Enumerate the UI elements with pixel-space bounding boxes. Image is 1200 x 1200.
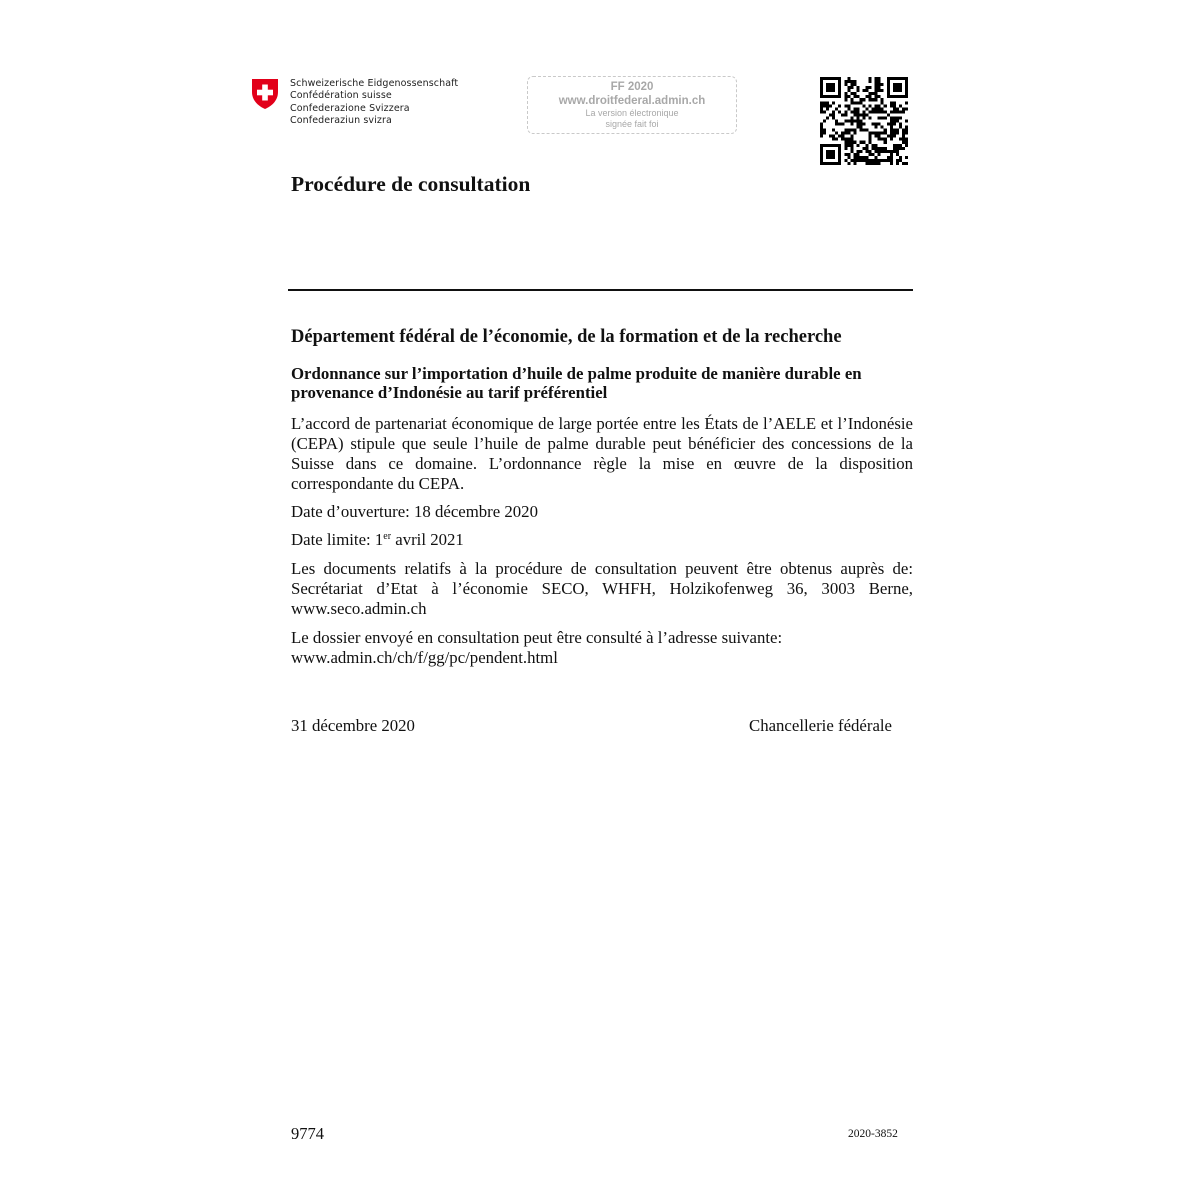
stamp-note-line2: signée fait foi <box>605 119 659 129</box>
confederation-name-it: Confederazione Svizzera <box>290 102 410 114</box>
confederation-name-de: Schweizerische Eidgenossenschaft <box>290 78 459 89</box>
page-number: 9774 <box>291 1124 324 1143</box>
confederation-name-rm: Confederaziun svizra <box>290 114 392 126</box>
deadline <box>291 530 913 550</box>
document-reference: 2020-3852 <box>848 1128 898 1140</box>
title-divider <box>288 289 913 291</box>
deadline-prefix: Date limite: 1 <box>291 530 384 549</box>
ordinance-title: Ordonnance sur l’importation d’huile de palme produite de manière durable en provenance d’Indonésie au tarif préférentiel <box>291 364 862 402</box>
deadline-suffix: avril 2021 <box>391 530 464 549</box>
documents-info-paragraph: Les documents relatifs à la procédure de consultation peuvent être obtenus auprès de: Secrétariat d’Etat à l’économie SECO, WHFH, Holzikofenweg 36, 3003 Berne, www.seco.admin.ch <box>291 559 913 618</box>
confederation-names <box>290 78 458 127</box>
document-title: Procédure de consultation <box>291 172 531 196</box>
stamp-note-line1: La version électronique <box>585 108 679 118</box>
official-version-stamp <box>527 76 737 134</box>
dossier-info-text: Le dossier envoyé en consultation peut être consulté à l’adresse suivante: <box>291 628 783 647</box>
dossier-info-paragraph <box>291 628 913 668</box>
description-paragraph: L’accord de partenariat économique de large portée entre les États de l’AELE et l’Indonésie (CEPA) stipule que seule l’huile de palme durable peut bénéficier des concessions de la Suisse dans ce domaine. L’ordonnance règle la mise en œuvre de la disposition correspondante du CEPA. <box>291 414 913 493</box>
dossier-url: www.admin.ch/ch/f/gg/pc/pendent.html <box>291 648 558 667</box>
signature-date: 31 décembre 2020 <box>291 716 415 735</box>
confederation-name-fr: Confédération suisse <box>290 90 392 102</box>
stamp-url: www.droitfederal.admin.ch <box>558 95 706 107</box>
stamp-reference: FF 2020 <box>610 81 654 93</box>
deadline-ordinal: er <box>383 531 392 542</box>
signature-organization: Chancellerie fédérale <box>749 716 893 735</box>
department-heading: Département fédéral de l’économie, de la formation et de la recherche <box>291 327 842 347</box>
qr-code-icon <box>820 77 908 165</box>
opening-date: Date d’ouverture: 18 décembre 2020 <box>291 502 538 521</box>
swiss-cross-shield-icon <box>251 78 279 110</box>
